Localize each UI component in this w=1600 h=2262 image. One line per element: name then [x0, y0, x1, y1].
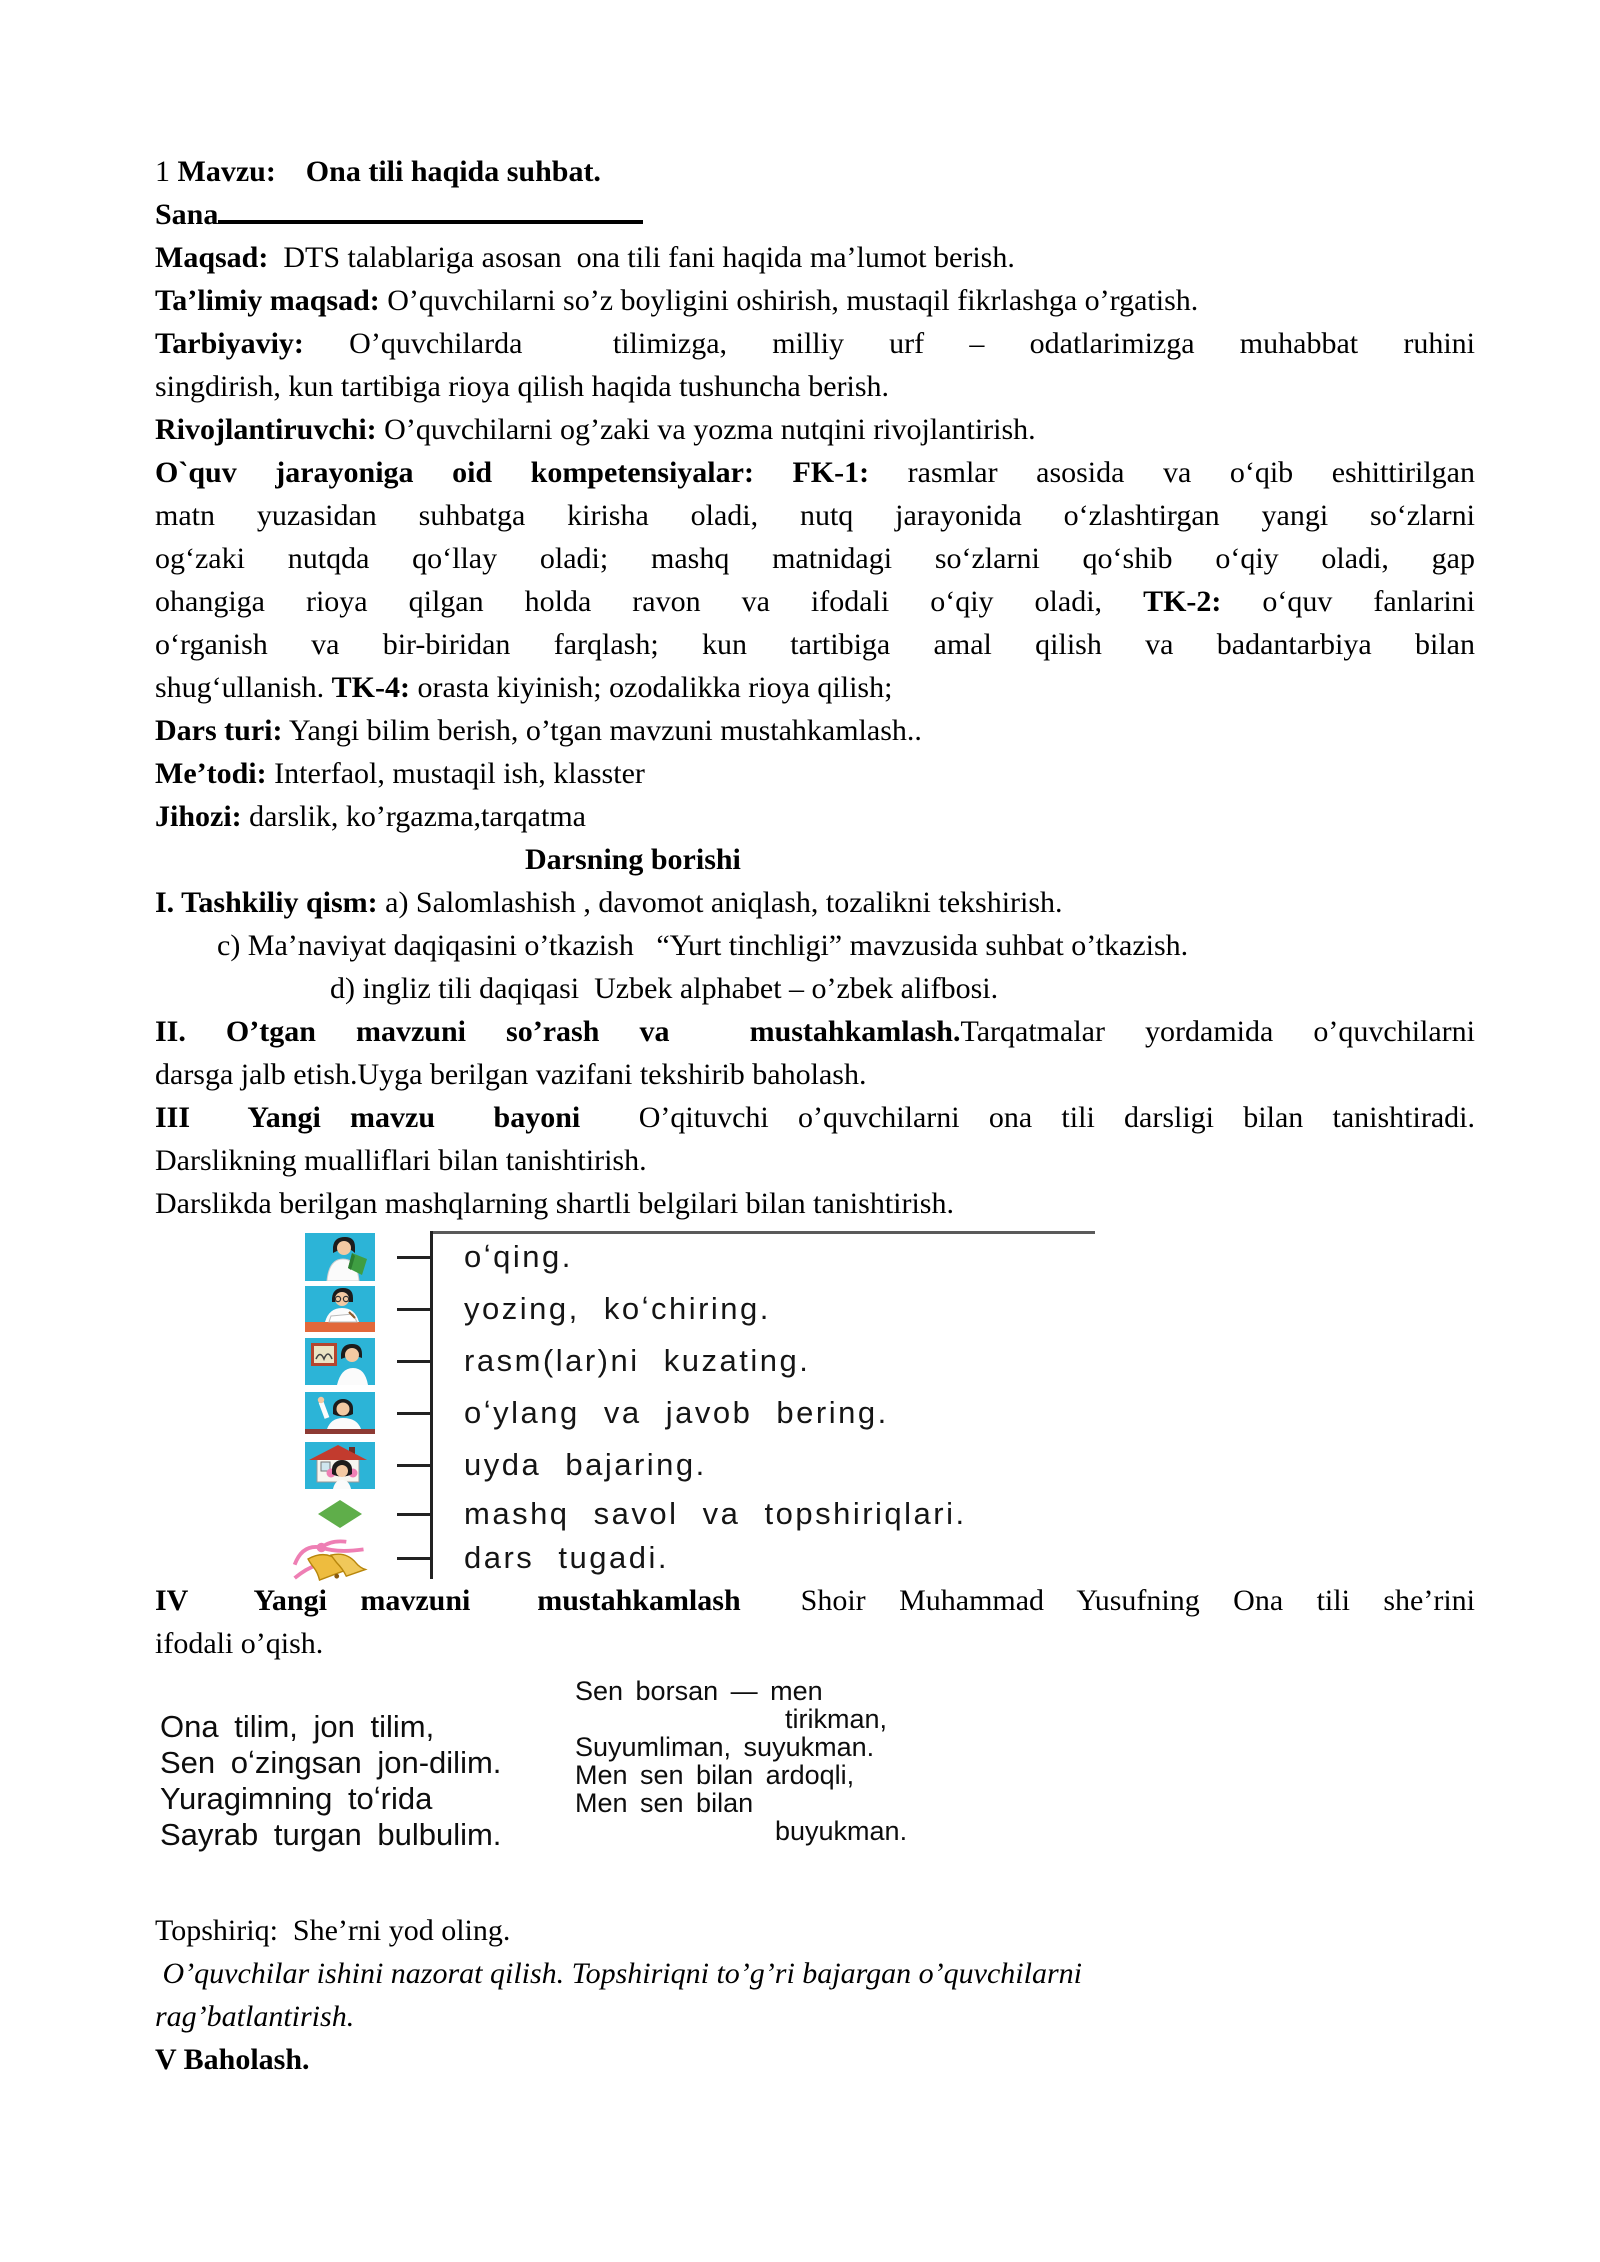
legend-row-homework [305, 1439, 1255, 1491]
item-c-line: c) Ma’naviyat daqiqasini o’tkazish “Yurt tinchligi” mavzusida suhbat o’tkazish. [217, 929, 1189, 962]
yangi-label: III Yangi mavzu bayoni [155, 1101, 581, 1134]
yangi-text-2: Darslikning mualliflari bilan tanishtirish. [155, 1144, 647, 1177]
italic-note-line-1: O’quvchilar ishini nazorat qilish. Topshiriqni to’g’ri bajargan o’quvchilarni [155, 1957, 1082, 1990]
poem-line: tirikman, [785, 1704, 888, 1734]
legend-row-reading [305, 1231, 1255, 1283]
legend-top-border [430, 1231, 1095, 1234]
raise-hand-icon [305, 1392, 375, 1434]
legend-row-observe [305, 1335, 1255, 1387]
legend-label: yozing, koʻchiring. [464, 1291, 771, 1326]
legend-dash [375, 1360, 430, 1363]
maqsad-line [155, 236, 1475, 279]
oquv-text-4c: oʻquv fanlarini [1221, 585, 1476, 618]
poem-line: Men sen bilan ardoqli, [575, 1760, 855, 1790]
bell-icon [305, 1535, 375, 1581]
oquv-text-1: rasmlar asosida va oʻqib eshittirilgan [869, 456, 1475, 489]
legend-label: mashq savol va topshiriqlari. [464, 1496, 967, 1531]
otgan-label: II. O’tgan mavzuni so’rash va mustahkamlash. [155, 1015, 961, 1048]
oquv-line-6 [155, 666, 1475, 709]
title-number: 1 [155, 155, 178, 188]
poem-line: Yuragimning toʻrida [160, 1781, 433, 1816]
title-line [155, 150, 1475, 193]
legend-row-tasks [305, 1491, 1255, 1537]
jihozi-line [155, 795, 1475, 838]
poem-left-column [160, 1709, 501, 1853]
legend-dash [375, 1308, 430, 1311]
italic-note-line-2: rag’batlantirish. [155, 2000, 355, 2033]
sana-blank-line [218, 218, 643, 224]
tk2-label: TK-2: [1143, 585, 1222, 618]
rivoj-label: Rivojlantiruvchi: [155, 413, 377, 446]
item-d-line: d) ingliz tili daqiqasi Uzbek alphabet – o’zbek alifbosi. [330, 972, 999, 1005]
oquv-text-2: matn yuzasidan suhbatga kirisha oladi, nutq jarayonida oʻzlashtirgan yangi soʻzlarni [155, 499, 1475, 532]
iv-text-2: ifodali o’qish. [155, 1627, 324, 1660]
darsturi-line [155, 709, 1475, 752]
legend-dash [375, 1513, 430, 1516]
metodi-line [155, 752, 1475, 795]
legend-dash [375, 1464, 430, 1467]
legend-label: oʻqing. [464, 1239, 573, 1274]
oquv-line-1 [155, 451, 1475, 494]
writing-pupil-icon [305, 1286, 375, 1332]
poem-right-column [575, 1677, 907, 1845]
topshiriq-line: Topshiriq: She’rni yod oling. [155, 1914, 511, 1947]
darslikda-line: Darslikda berilgan mashqlarning shartli belgilari bilan tanishtirish. [155, 1187, 954, 1220]
iv-label: IV Yangi mavzuni mustahkamlash [155, 1584, 741, 1617]
observe-picture-icon [305, 1338, 375, 1385]
poem-line: Men sen bilan [575, 1788, 754, 1818]
tarbiyaviy-line-1 [155, 322, 1475, 365]
darsturi-label: Dars turi: [155, 714, 283, 747]
tarbiyaviy-line-2 [155, 365, 1475, 408]
otgan-line-2 [155, 1053, 1475, 1096]
rivoj-line [155, 408, 1475, 451]
yangi-line-2 [155, 1139, 1475, 1182]
tarbiyaviy-text-2: singdirish, kun tartibiga rioya qilish haqida tushuncha berish. [155, 370, 890, 403]
legend-dash [375, 1412, 430, 1415]
oquv-text-6a: shugʻullanish. [155, 671, 332, 704]
tashkiliy-text: a) Salomlashish , davomot aniqlash, tozalikni tekshirish. [377, 886, 1063, 919]
oquv-label: O`quv jarayoniga oid kompetensiyalar: FK-1: [155, 456, 870, 489]
iv-line-1 [155, 1579, 1475, 1622]
jihozi-text: darslik, ko’rgazma,tarqatma [241, 800, 586, 833]
iv-text-1: Shoir Muhammad Yusufning Ona tili she’rini [800, 1584, 1475, 1617]
oquv-text-4a: ohangiga rioya qilgan holda ravon va ifodali oʻqiy oladi, [155, 585, 1144, 618]
otgan-line-1 [155, 1010, 1475, 1053]
oquv-line-2 [155, 494, 1475, 537]
legend-row-end [305, 1537, 1255, 1579]
oquv-text-3: ogʻzaki nutqda qoʻllay oladi; mashq matnidagi soʻzlarni qoʻshib oʻqiy oladi, gap [155, 542, 1475, 575]
maqsad-label: Maqsad: [155, 241, 269, 274]
tarbiyaviy-label: Tarbiyaviy: [155, 327, 304, 360]
talimiy-text: O’quvchilarni so’z boyligini oshirish, mustaqil fikrlashga o’rgatish. [379, 284, 1199, 317]
metodi-label: Me’todi: [155, 757, 267, 790]
legend-label: rasm(lar)ni kuzating. [464, 1343, 811, 1378]
homework-house-icon [305, 1442, 375, 1489]
poem-line: Ona tilim, jon tilim, [160, 1709, 435, 1744]
poem-block [155, 1677, 1475, 1883]
sana-line [155, 193, 1475, 236]
poem-line: Sen oʻzingsan jon-dilim. [160, 1745, 502, 1780]
metodi-text: Interfaol, mustaqil ish, klasster [266, 757, 645, 790]
legend-dash [375, 1557, 430, 1560]
legend-label: oʻylang va javob bering. [464, 1395, 889, 1430]
legend-label: uyda bajaring. [464, 1447, 707, 1482]
otgan-text-1: Tarqatmalar yordamida o’quvchilarni [960, 1015, 1475, 1048]
oquv-line-4 [155, 580, 1475, 623]
oquv-text-5: oʻrganish va bir-biridan farqlash; kun tartibiga amal qilish va badantarbiya bilan [155, 628, 1475, 661]
tk4-label: TK-4: [331, 671, 410, 704]
jihozi-label: Jihozi: [155, 800, 242, 833]
poem-line: Suyumliman, suyukman. [575, 1732, 875, 1762]
darsturi-text: Yangi bilim berish, o’tgan mavzuni mustahkamlash.. [282, 714, 922, 747]
section-heading: Darsning borishi [525, 843, 741, 876]
legend-label: dars tugadi. [464, 1540, 669, 1575]
legend-row-think [305, 1387, 1255, 1439]
tashkiliy-line [155, 881, 1475, 924]
legend-row-writing [305, 1283, 1255, 1335]
otgan-text-2: darsga jalb etish.Uyga berilgan vazifani tekshirib baholash. [155, 1058, 867, 1091]
talimiy-label: Ta’limiy maqsad: [155, 284, 380, 317]
legend-vertical-line [430, 1231, 433, 1579]
diamond-icon [305, 1500, 375, 1528]
legend-dash [375, 1256, 430, 1259]
reading-pupil-icon [305, 1233, 375, 1281]
oquv-line-3 [155, 537, 1475, 580]
tarbiyaviy-text-1: O’quvchilarda tilimizga, milliy urf – odatlarimizga muhabbat ruhini [303, 327, 1475, 360]
oquv-text-6c: orasta kiyinish; ozodalikka rioya qilish; [410, 671, 893, 704]
poem-line: Sayrab turgan bulbulim. [160, 1817, 502, 1852]
poem-line: Sen borsan — men [575, 1676, 823, 1706]
oquv-line-5 [155, 623, 1475, 666]
maqsad-text: DTS talablariga asosan ona tili fani haqida ma’lumot berish. [268, 241, 1015, 274]
poem-line: buyukman. [775, 1816, 908, 1846]
talimiy-line [155, 279, 1475, 322]
iv-line-2 [155, 1622, 1475, 1665]
title-text: Mavzu: Ona tili haqida suhbat. [177, 155, 601, 188]
yangi-text-1: O’qituvchi o’quvchilarni ona tili darsligi bilan tanishtiradi. [580, 1101, 1475, 1134]
baholash-line: V Baholash. [155, 2043, 310, 2076]
tashkiliy-label: I. Tashkiliy qism: [155, 886, 378, 919]
sana-label: Sana [155, 198, 219, 231]
yangi-line-1 [155, 1096, 1475, 1139]
rivoj-text: O’quvchilarni og’zaki va yozma nutqini rivojlantirish. [376, 413, 1036, 446]
symbols-legend [305, 1231, 1255, 1579]
